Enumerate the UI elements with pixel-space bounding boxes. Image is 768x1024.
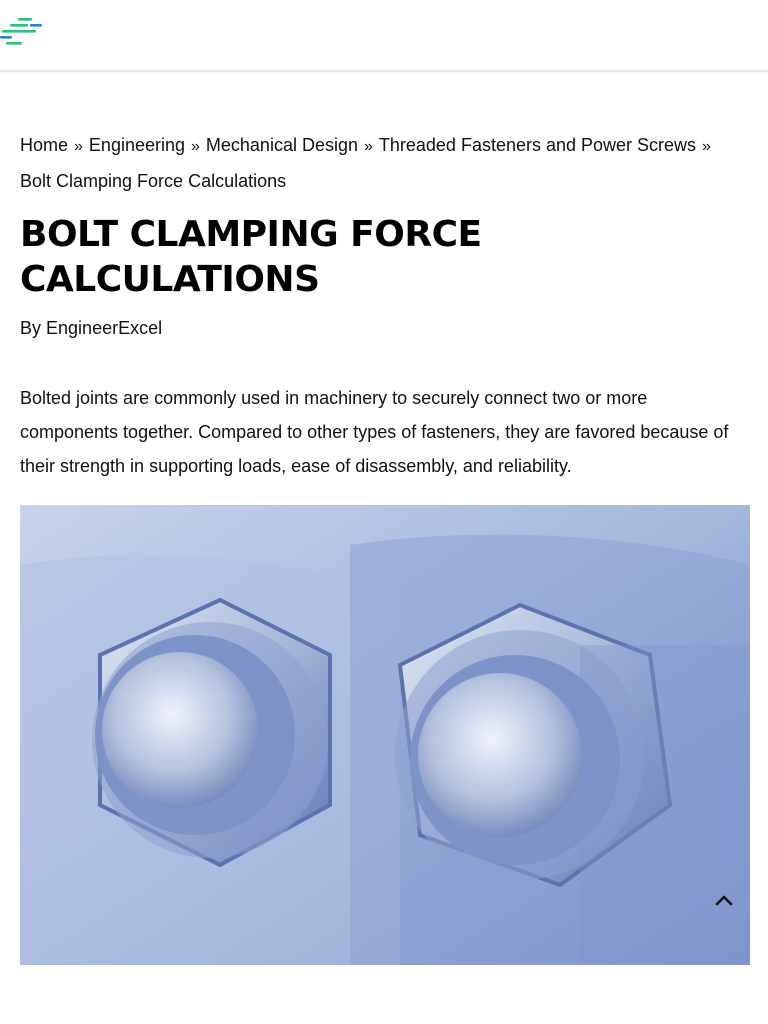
- author-link[interactable]: EngineerExcel: [46, 318, 163, 338]
- breadcrumb-home[interactable]: Home: [20, 135, 69, 155]
- breadcrumb-separator: »: [74, 138, 83, 155]
- article-content: [20, 128, 750, 501]
- chevron-up-icon: [715, 894, 733, 906]
- bolt-nuts-illustration: [20, 505, 750, 965]
- breadcrumb-separator: »: [702, 138, 711, 155]
- breadcrumb-separator: »: [363, 138, 373, 155]
- site-logo-icon[interactable]: [0, 14, 48, 50]
- breadcrumb-separator: »: [191, 138, 200, 155]
- breadcrumb: [20, 128, 750, 198]
- page-title: BOLT CLAMPING FORCE CALCULATIONS: [20, 214, 482, 300]
- byline-prefix: By: [20, 318, 42, 338]
- breadcrumb-engineering[interactable]: Engineering: [88, 135, 185, 155]
- hero-image-bolts: [20, 505, 750, 965]
- article-byline: [20, 316, 750, 340]
- site-header: [0, 0, 768, 72]
- article-intro: Bolted joints are commonly used in machinery to securely connect two or more components together. Compared to other types of fasteners, they are favored because of their strength in supporting loads, ease of disassembly, and reliability.: [20, 388, 729, 476]
- breadcrumb-threaded-fasteners[interactable]: Threaded Fasteners and Power Screws: [378, 135, 697, 155]
- breadcrumb-mechanical-design[interactable]: Mechanical Design: [205, 135, 358, 155]
- breadcrumb-current: Bolt Clamping Force Calculations: [20, 171, 287, 191]
- scroll-to-top-button[interactable]: [704, 882, 744, 918]
